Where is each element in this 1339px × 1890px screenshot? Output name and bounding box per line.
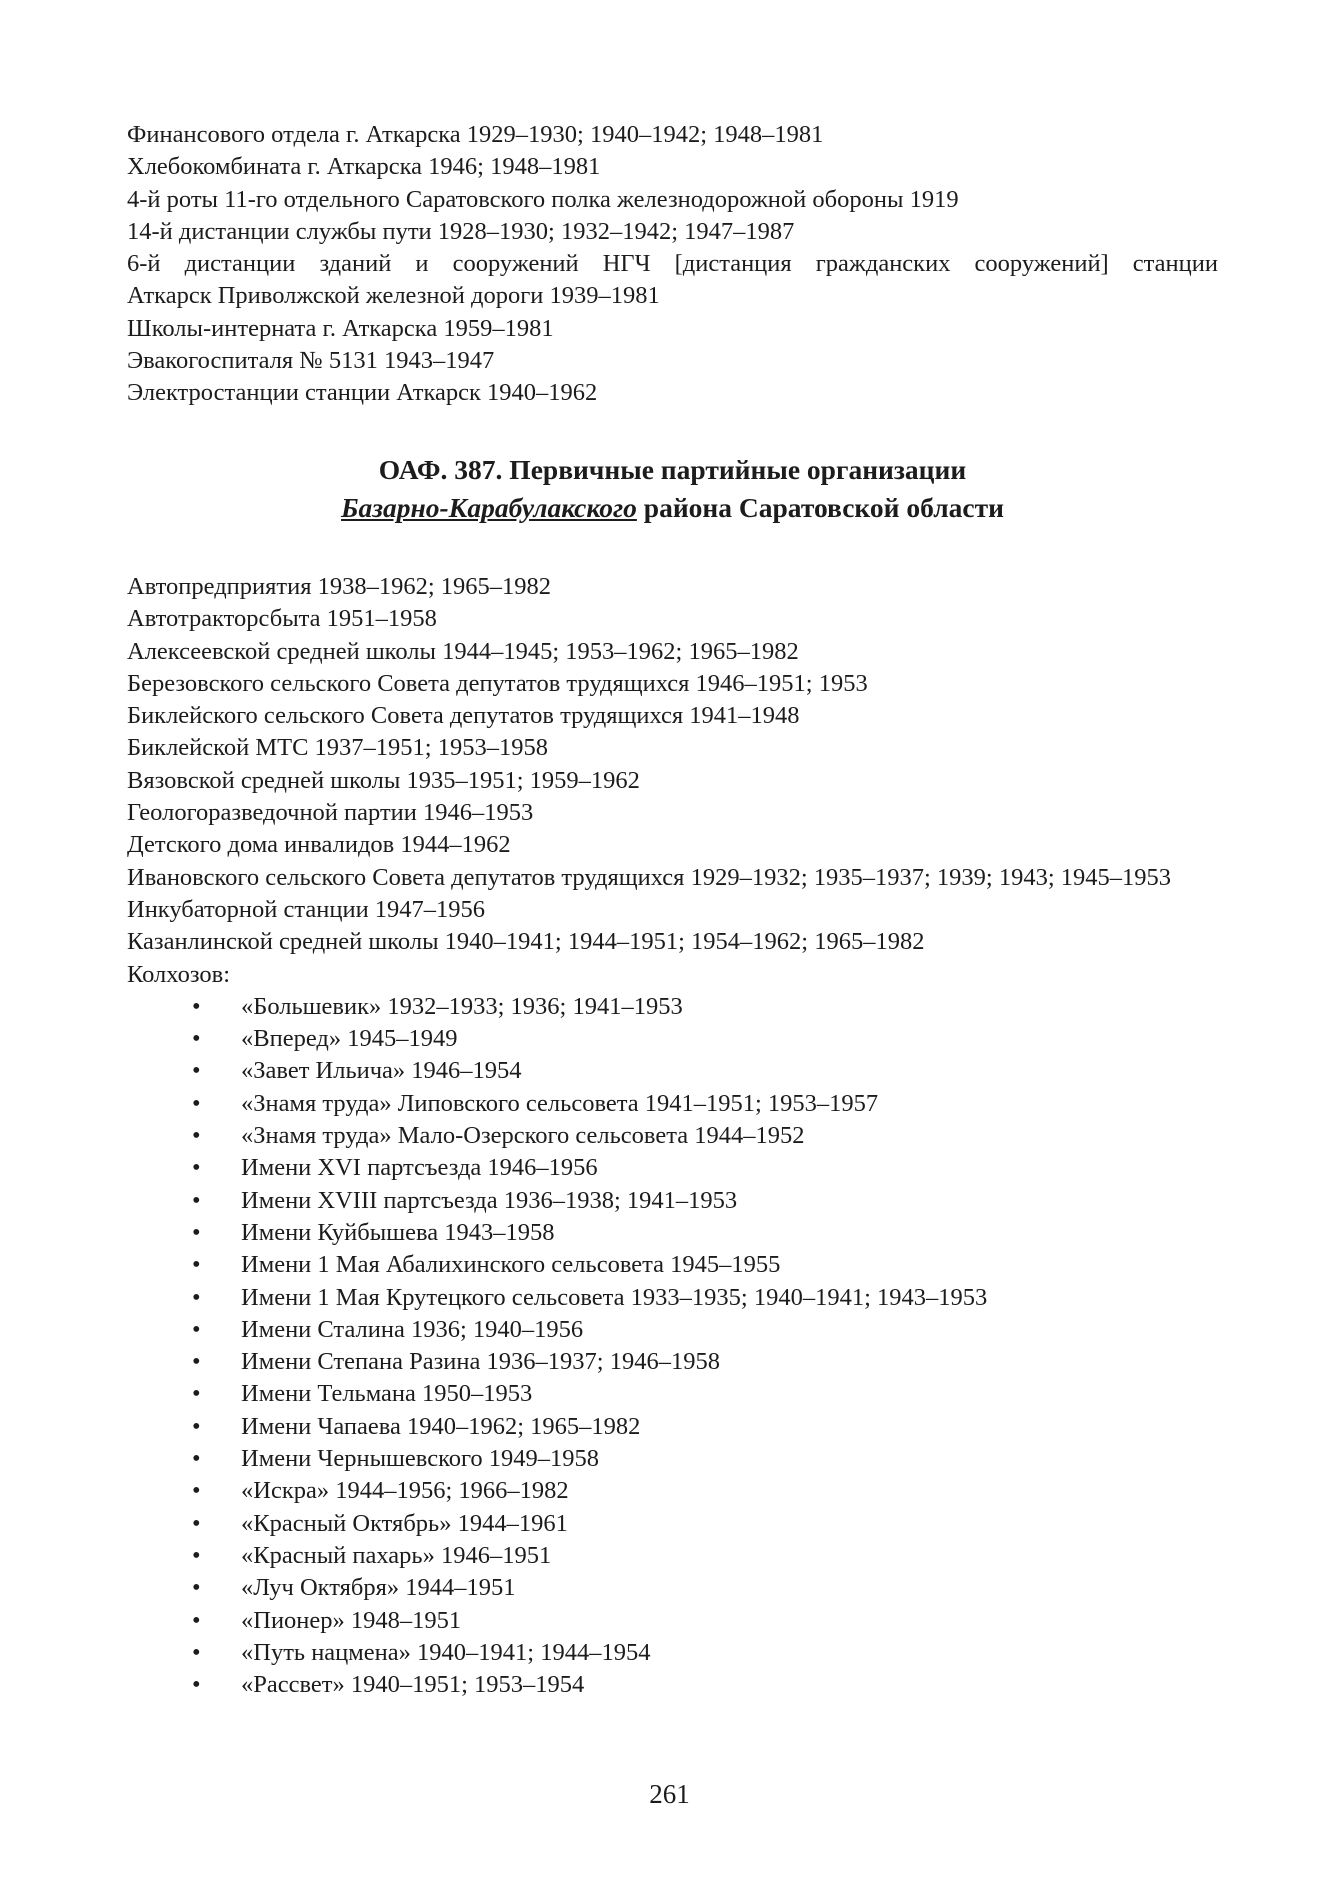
heading-district-name: Базарно-Карабулакского: [341, 492, 637, 523]
bullet-icon: •: [192, 1380, 201, 1408]
bullet-icon: •: [192, 1638, 201, 1666]
kolkhoz-item: [127, 1088, 1218, 1120]
bullet-icon: •: [192, 1606, 201, 1634]
entry-line: Алексеевской средней школы 1944–1945; 1953–1962; 1965–1982: [127, 637, 799, 665]
kolkhoz-name: «Вперед» 1945–1949: [241, 1025, 458, 1053]
kolkhoz-item: [127, 1669, 1218, 1701]
kolkhoz-list: [127, 991, 1218, 1702]
entry-line: Хлебокомбината г. Аткарска 1946; 1948–1981: [127, 153, 601, 181]
bullet-icon: •: [192, 1412, 201, 1440]
bullet-icon: •: [192, 1218, 201, 1246]
bullet-icon: •: [192, 992, 201, 1020]
kolkhoz-item: [127, 1120, 1218, 1152]
entry-line: Автотракторсбыта 1951–1958: [127, 605, 437, 633]
entry-line: 14-й дистанции службы пути 1928–1930; 1932–1942; 1947–1987: [127, 217, 795, 245]
bullet-icon: •: [192, 1186, 201, 1214]
kolkhoz-item: [127, 1443, 1218, 1475]
kolkhoz-name: Имени 1 Мая Абалихинского сельсовета 1945–1955: [241, 1251, 781, 1279]
kolkhoz-name: «Завет Ильича» 1946–1954: [241, 1057, 522, 1085]
entry-line: Инкубаторной станции 1947–1956: [127, 895, 486, 923]
heading-line-2-rest: района Саратовской области: [636, 492, 1004, 523]
bullet-icon: •: [192, 1283, 201, 1311]
kolkhoz-item: [127, 1217, 1218, 1249]
entry-line: 6-й дистанции зданий и сооружений НГЧ [дистанция гражданских сооружений] станции: [127, 250, 1218, 278]
section-entries: [127, 571, 1218, 1701]
entry-line: Аткарск Приволжской железной дороги 1939–1981: [127, 282, 660, 310]
bullet-icon: •: [192, 1315, 201, 1343]
kolkhoz-item: [127, 1185, 1218, 1217]
kolkhoz-name: Имени Степана Разина 1936–1937; 1946–1958: [241, 1348, 720, 1376]
kolkhoz-name: «Знамя труда» Мало-Озерского сельсовета 1944–1952: [241, 1122, 805, 1150]
kolkhoz-item: [127, 1314, 1218, 1346]
kolkhoz-name: «Большевик» 1932–1933; 1936; 1941–1953: [241, 992, 683, 1020]
entry-line: Биклейского сельского Совета депутатов трудящихся 1941–1948: [127, 702, 800, 730]
bullet-icon: •: [192, 1477, 201, 1505]
bullet-icon: •: [192, 1541, 201, 1569]
entry-line: Геологоразведочной партии 1946–1953: [127, 799, 534, 827]
kolkhoz-item: [127, 1572, 1218, 1604]
kolkhoz-item: [127, 1346, 1218, 1378]
kolkhoz-name: Имени Сталина 1936; 1940–1956: [241, 1315, 584, 1343]
entry-line: Финансового отдела г. Аткарска 1929–1930; 1940–1942; 1948–1981: [127, 121, 824, 148]
entry-line: Ивановского сельского Совета депутатов трудящихся 1929–1932; 1935–1937; 1939; 1943; 1945–1953: [127, 863, 1172, 891]
entry-line: 4-й роты 11-го отдельного Саратовского полка железнодорожной обороны 1919: [127, 185, 959, 213]
entry-line: Детского дома инвалидов 1944–1962: [127, 831, 511, 859]
kolkhoz-item: [127, 1475, 1218, 1507]
entry-line: Биклейской МТС 1937–1951; 1953–1958: [127, 734, 548, 762]
kolkhoz-item: [127, 1637, 1218, 1669]
kolkhoz-name: «Искра» 1944–1956; 1966–1982: [241, 1477, 569, 1505]
entry-line: Вязовской средней школы 1935–1951; 1959–1962: [127, 766, 640, 794]
kolkhoz-name: «Красный пахарь» 1946–1951: [241, 1541, 552, 1569]
top-entries: [127, 119, 1218, 410]
kolkhoz-item: [127, 1249, 1218, 1281]
kolkhoz-name: Имени XVI партсъезда 1946–1956: [241, 1154, 598, 1182]
entry-line: Электростанции станции Аткарск 1940–1962: [127, 379, 598, 407]
kolkhoz-name: Имени 1 Мая Крутецкого сельсовета 1933–1935; 1940–1941; 1943–1953: [241, 1283, 988, 1311]
entry-line: Автопредприятия 1938–1962; 1965–1982: [127, 573, 552, 600]
bullet-icon: •: [192, 1057, 201, 1085]
entry-line: Эвакогоспиталя № 5131 1943–1947: [127, 347, 495, 375]
heading-line-1: ОАФ. 387. Первичные партийные организации: [378, 454, 967, 485]
kolkhoz-name: Имени XVIII партсъезда 1936–1938; 1941–1953: [241, 1186, 738, 1214]
kolkhoz-name: «Луч Октября» 1944–1951: [241, 1574, 516, 1602]
page-number: 261: [649, 1779, 690, 1809]
bullet-icon: •: [192, 1089, 201, 1117]
kolkhoz-item: [127, 1411, 1218, 1443]
kolkhoz-name: Имени Куйбышева 1943–1958: [241, 1218, 555, 1246]
kolkhoz-name: Имени Чапаева 1940–1962; 1965–1982: [241, 1412, 641, 1440]
heading-line-2: [127, 489, 1218, 527]
kolkhoz-item: [127, 1023, 1218, 1055]
bullet-icon: •: [192, 1671, 201, 1699]
bullet-icon: •: [192, 1251, 201, 1279]
kolkhoz-item: [127, 1508, 1218, 1540]
section-heading: [127, 451, 1218, 527]
kolkhoz-item: [127, 1378, 1218, 1410]
bullet-icon: •: [192, 1574, 201, 1602]
kolkhoz-item: [127, 1055, 1218, 1087]
bullet-icon: •: [192, 1154, 201, 1182]
bullet-icon: •: [192, 1445, 201, 1473]
kolkhoz-item: [127, 1282, 1218, 1314]
entry-line: Казанлинской средней школы 1940–1941; 1944–1951; 1954–1962; 1965–1982: [127, 928, 925, 956]
kolkhoz-name: «Красный Октябрь» 1944–1961: [241, 1509, 568, 1537]
kolkhoz-name: «Рассвет» 1940–1951; 1953–1954: [241, 1671, 585, 1699]
bullet-icon: •: [192, 1025, 201, 1053]
kolkhoz-name: «Знамя труда» Липовского сельсовета 1941–1951; 1953–1957: [241, 1089, 879, 1117]
entry-line: Школы-интерната г. Аткарска 1959–1981: [127, 314, 554, 342]
kolkhoz-name: «Путь нацмена» 1940–1941; 1944–1954: [241, 1638, 651, 1666]
kolkhoz-name: «Пионер» 1948–1951: [241, 1606, 462, 1634]
kolkhoz-list-label: Колхозов:: [127, 960, 231, 988]
bullet-icon: •: [192, 1122, 201, 1150]
kolkhoz-name: Имени Чернышевского 1949–1958: [241, 1445, 600, 1473]
kolkhoz-item: [127, 1540, 1218, 1572]
kolkhoz-item: [127, 991, 1218, 1023]
entry-line: Березовского сельского Совета депутатов трудящихся 1946–1951; 1953: [127, 669, 868, 697]
kolkhoz-item: [127, 1152, 1218, 1184]
kolkhoz-name: Имени Тельмана 1950–1953: [241, 1380, 533, 1408]
bullet-icon: •: [192, 1348, 201, 1376]
bullet-icon: •: [192, 1509, 201, 1537]
kolkhoz-item: [127, 1605, 1218, 1637]
